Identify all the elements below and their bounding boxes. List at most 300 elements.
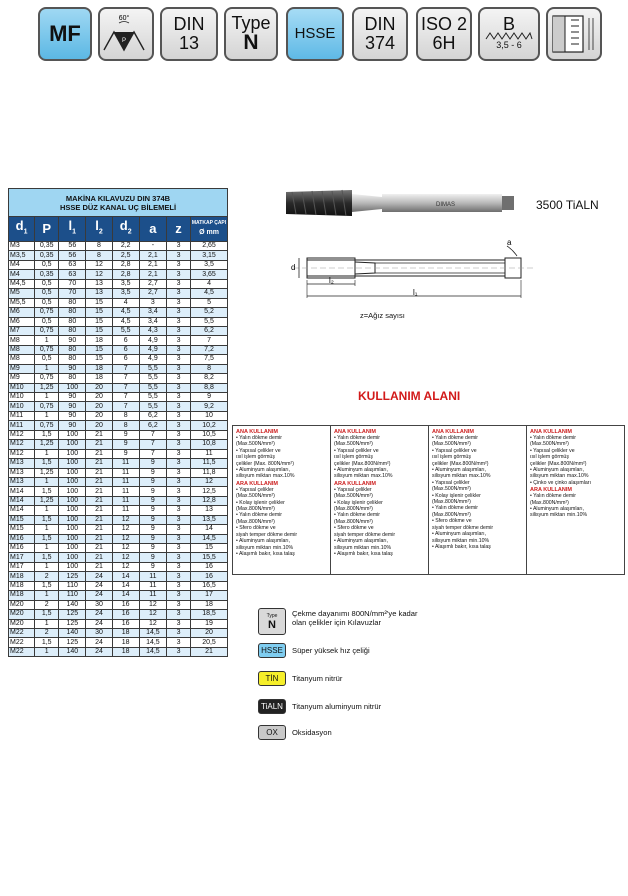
- usage-item: ısıl işlem görmüş: [334, 454, 373, 461]
- table-cell: 9: [139, 515, 166, 524]
- table-cell: 11: [112, 506, 139, 515]
- table-cell: 14: [112, 572, 139, 581]
- table-cell: 21: [86, 459, 112, 468]
- usage-item: • Aluminyum alaşımları,: [432, 531, 486, 538]
- table-cell: 9: [139, 496, 166, 505]
- table-cell: 12: [86, 270, 112, 279]
- table-cell: 12: [139, 619, 166, 628]
- table-cell: 3: [166, 298, 190, 307]
- table-cell: 100: [59, 544, 86, 553]
- legend-type-value: N: [268, 618, 276, 631]
- table-cell: 1: [35, 393, 59, 402]
- table-cell: 11: [112, 487, 139, 496]
- table-title-line2: HSSE DÜZ KANAL UÇ BİLEMELİ: [59, 202, 177, 212]
- table-cell: 1: [35, 336, 59, 345]
- table-cell: M3: [9, 242, 35, 251]
- table-cell: 16: [191, 562, 228, 571]
- table-cell: M14: [9, 496, 35, 505]
- usage-heading: ANA KULLANIM: [530, 429, 572, 435]
- table-cell: 9: [139, 534, 166, 543]
- table-cell: M4: [9, 260, 35, 269]
- table-cell: 16: [112, 619, 139, 628]
- table-cell: 56: [59, 251, 86, 260]
- table-cell: 9: [112, 440, 139, 449]
- table-cell: 8: [112, 421, 139, 430]
- usage-column-1: [233, 426, 331, 575]
- table-cell: 90: [59, 393, 86, 402]
- table-cell: 80: [59, 298, 86, 307]
- usage-item: • Yapısal çelikler ve: [334, 447, 379, 454]
- usage-item: ısıl işlem görmüş: [236, 454, 275, 461]
- table-cell: 100: [59, 440, 86, 449]
- table-cell: 18: [86, 364, 112, 373]
- table-cell: 18: [112, 638, 139, 647]
- tap-section-icon: [549, 10, 599, 58]
- table-cell: 7: [112, 364, 139, 373]
- table-cell: M16: [9, 544, 35, 553]
- table-cell: 2,65: [191, 242, 228, 251]
- table-cell: 12: [191, 477, 228, 486]
- col-l1: $l_1$: [59, 217, 86, 242]
- table-cell: 1: [35, 525, 59, 534]
- table-row: [9, 242, 228, 251]
- table-cell: 12: [112, 534, 139, 543]
- table-cell: 21: [86, 562, 112, 571]
- table-cell: 6,2: [139, 421, 166, 430]
- table-cell: 6,2: [139, 411, 166, 420]
- table-cell: 13: [191, 506, 228, 515]
- table-cell: 5: [191, 298, 228, 307]
- col-a: a: [139, 217, 166, 242]
- table-cell: 24: [86, 581, 112, 590]
- table-cell: 100: [59, 506, 86, 515]
- table-cell: 3: [166, 487, 190, 496]
- table-cell: 1,25: [35, 496, 59, 505]
- mf-badge: [38, 7, 92, 61]
- table-cell: 80: [59, 317, 86, 326]
- table-cell: 12: [112, 544, 139, 553]
- table-cell: 0,5: [35, 355, 59, 364]
- usage-item: • Alaşımlı bakır, kısa talaş: [432, 543, 491, 550]
- table-cell: 5,5: [139, 374, 166, 383]
- tool-drawing: [285, 236, 547, 300]
- table-cell: 0,75: [35, 374, 59, 383]
- table-cell: 100: [59, 383, 86, 392]
- table-cell: 3: [166, 440, 190, 449]
- table-cell: 7: [112, 393, 139, 402]
- table-cell: 3: [166, 430, 190, 439]
- table-row: [9, 393, 228, 402]
- table-cell: M6: [9, 308, 35, 317]
- table-cell: M14: [9, 506, 35, 515]
- din13-badge: [160, 7, 218, 61]
- din13-text: DIN 13: [173, 14, 205, 53]
- usage-heading: ANA KULLANIM: [432, 429, 474, 435]
- table-cell: M9: [9, 374, 35, 383]
- drill-label: MATKAP ÇAPI: [191, 220, 227, 226]
- table-cell: 15: [86, 308, 112, 317]
- table-cell: 0,75: [35, 345, 59, 354]
- thread-profile-icon: [100, 10, 152, 58]
- iso-line1: ISO 2: [420, 14, 468, 35]
- table-cell: M9: [9, 364, 35, 373]
- usage-item: • Alaşımlı bakır, kısa talaş: [334, 550, 393, 557]
- table-row: [9, 562, 228, 571]
- table-cell: 125: [59, 619, 86, 628]
- table-cell: 1,25: [35, 440, 59, 449]
- table-cell: 15: [191, 544, 228, 553]
- usage-item: çelikler (Max.800N/mm²): [530, 460, 587, 467]
- table-cell: 12: [112, 515, 139, 524]
- table-cell: 10: [191, 411, 228, 420]
- table-cell: 9: [139, 553, 166, 562]
- legend-text-hsse: Süper yüksek hız çeliği: [292, 646, 370, 655]
- usage-item: siyah temper dökme demir: [334, 531, 396, 538]
- table-cell: 7: [112, 402, 139, 411]
- table-cell: 3: [166, 364, 190, 373]
- table-cell: 21: [86, 515, 112, 524]
- col-drill: [191, 217, 228, 242]
- usage-item: siyah temper dökme demir: [236, 531, 298, 538]
- table-cell: 0,75: [35, 421, 59, 430]
- usage-item: • Kolay işlenir çelikler: [432, 492, 481, 499]
- usage-item: (Max.800N/mm²): [334, 506, 373, 513]
- table-cell: 13,5: [191, 515, 228, 524]
- table-cell: 21: [86, 496, 112, 505]
- table-cell: 80: [59, 345, 86, 354]
- drawing-label-a: a: [507, 238, 512, 247]
- table-cell: 3,65: [191, 270, 228, 279]
- table-cell: 56: [59, 242, 86, 251]
- usage-item: • Aluminyum alaşımları,: [530, 467, 584, 474]
- table-cell: M8: [9, 336, 35, 345]
- hsse-text: HSSE: [294, 25, 336, 43]
- table-cell: 3: [166, 581, 190, 590]
- table-row: [9, 421, 228, 430]
- chamfer-letter: B: [502, 14, 515, 35]
- usage-column-2: [331, 426, 429, 575]
- table-cell: 10,8: [191, 440, 228, 449]
- table-cell: M20: [9, 619, 35, 628]
- spec-body: [9, 242, 228, 657]
- table-cell: 1: [35, 619, 59, 628]
- table-cell: 30: [86, 600, 112, 609]
- table-cell: 100: [59, 496, 86, 505]
- pitch-label: P: [121, 38, 127, 44]
- usage-item: • Kolay işlenir çelikler: [236, 499, 285, 506]
- table-cell: M3,5: [9, 251, 35, 260]
- table-cell: 11,5: [191, 459, 228, 468]
- table-cell: 80: [59, 355, 86, 364]
- table-cell: 0,75: [35, 326, 59, 335]
- table-cell: 6,2: [191, 326, 228, 335]
- table-cell: 5,5: [139, 393, 166, 402]
- table-cell: 11,8: [191, 468, 228, 477]
- table-cell: 0,5: [35, 260, 59, 269]
- table-cell: 12: [112, 562, 139, 571]
- usage-item: • Sfero dökme ve: [334, 525, 374, 532]
- table-cell: 125: [59, 610, 86, 619]
- table-cell: 3: [166, 411, 190, 420]
- table-row: [9, 572, 228, 581]
- table-row: [9, 534, 228, 543]
- table-cell: M14: [9, 487, 35, 496]
- usage-heading: ARA KULLANIM: [236, 480, 278, 487]
- table-row: [9, 581, 228, 590]
- table-cell: 1,5: [35, 430, 59, 439]
- table-row: [9, 619, 228, 628]
- table-cell: M13: [9, 477, 35, 486]
- table-cell: 3: [139, 298, 166, 307]
- table-cell: M18: [9, 581, 35, 590]
- table-cell: 15,5: [191, 553, 228, 562]
- table-row: [9, 402, 228, 411]
- table-row: [9, 496, 228, 505]
- table-cell: 11: [139, 591, 166, 600]
- table-cell: M15: [9, 525, 35, 534]
- table-row: [9, 260, 228, 269]
- table-cell: M16: [9, 534, 35, 543]
- table-cell: 21: [86, 440, 112, 449]
- table-cell: 21: [86, 477, 112, 486]
- table-cell: 140: [59, 647, 86, 656]
- table-cell: 18: [191, 600, 228, 609]
- usage-item: • Yapısal çelikler ve: [530, 447, 575, 454]
- table-cell: 100: [59, 553, 86, 562]
- table-cell: 1,5: [35, 553, 59, 562]
- usage-item: • Çinko ve çinko alaşımları: [530, 479, 591, 486]
- table-cell: 13: [86, 279, 112, 288]
- table-cell: 3: [166, 544, 190, 553]
- table-cell: 9: [139, 459, 166, 468]
- table-cell: 3: [166, 279, 190, 288]
- table-row: [9, 326, 228, 335]
- table-cell: 11: [112, 468, 139, 477]
- table-cell: 3: [166, 562, 190, 571]
- usage-item: silisyum miktarı min.10%: [236, 544, 294, 551]
- table-cell: 8,2: [191, 374, 228, 383]
- table-cell: 8: [86, 242, 112, 251]
- table-cell: 10,2: [191, 421, 228, 430]
- col-p: P: [35, 217, 59, 242]
- usage-item: • Sfero dökme ve: [236, 525, 276, 532]
- legend-type-top: Type: [266, 612, 278, 619]
- usage-item: (Max.800N/mm²): [432, 511, 471, 518]
- table-cell: 9: [139, 562, 166, 571]
- mf-text: MF: [49, 21, 81, 47]
- chamfer-badge: [478, 7, 540, 61]
- table-cell: 90: [59, 336, 86, 345]
- usage-item: silisyum miktarı min.10%: [530, 512, 588, 519]
- table-cell: 11: [112, 477, 139, 486]
- legend-badge-tialn: TiALN: [258, 699, 286, 714]
- table-cell: 15: [86, 355, 112, 364]
- table-cell: 3: [166, 260, 190, 269]
- usage-item: • Yapısal çelikler ve: [432, 447, 477, 454]
- table-cell: 9: [112, 430, 139, 439]
- table-cell: 9,2: [191, 402, 228, 411]
- table-row: [9, 544, 228, 553]
- table-row: [9, 251, 228, 260]
- usage-item: • Yalın dökme demir: [334, 512, 381, 519]
- table-cell: 0,5: [35, 298, 59, 307]
- legend-badge-tin: TİN: [258, 671, 286, 686]
- table-cell: 6: [112, 345, 139, 354]
- table-cell: 11: [139, 581, 166, 590]
- table-cell: 3: [166, 477, 190, 486]
- table-cell: 7: [112, 374, 139, 383]
- usage-item: (Max.500N/mm²): [236, 441, 275, 448]
- table-title: [9, 189, 228, 217]
- table-cell: 18: [112, 628, 139, 637]
- table-cell: M12: [9, 440, 35, 449]
- table-cell: 3: [166, 638, 190, 647]
- table-cell: 100: [59, 430, 86, 439]
- table-cell: 18: [86, 336, 112, 345]
- table-cell: 1: [35, 591, 59, 600]
- table-cell: 80: [59, 374, 86, 383]
- table-cell: 30: [86, 628, 112, 637]
- table-cell: 100: [59, 468, 86, 477]
- legend-badge-ox: OX: [258, 725, 286, 740]
- table-row: [9, 449, 228, 458]
- table-cell: 7,2: [191, 345, 228, 354]
- table-cell: 2,1: [139, 251, 166, 260]
- table-cell: 2,7: [139, 289, 166, 298]
- table-cell: 1,5: [35, 487, 59, 496]
- usage-item: (Max.500N/mm²): [334, 493, 373, 500]
- table-cell: 1,5: [35, 515, 59, 524]
- table-cell: 3: [166, 289, 190, 298]
- table-cell: 70: [59, 289, 86, 298]
- table-cell: 1: [35, 544, 59, 553]
- table-cell: M5,5: [9, 298, 35, 307]
- table-cell: 3: [166, 506, 190, 515]
- col-l2: $l_2$: [86, 217, 112, 242]
- thread-angle-badge: [98, 7, 154, 61]
- table-cell: 7: [139, 440, 166, 449]
- table-cell: 24: [86, 619, 112, 628]
- table-cell: 1: [35, 449, 59, 458]
- table-cell: -: [139, 242, 166, 251]
- table-cell: 1,5: [35, 459, 59, 468]
- tool-photo: [262, 186, 532, 230]
- table-cell: 11: [191, 449, 228, 458]
- table-cell: 3: [166, 270, 190, 279]
- table-cell: 1,5: [35, 534, 59, 543]
- usage-item: (Max.800N/mm²): [236, 506, 275, 513]
- usage-item: (Max.500N/mm²): [334, 441, 373, 448]
- table-cell: 0,75: [35, 402, 59, 411]
- table-row: [9, 430, 228, 439]
- usage-item: • Aluminyum alaşımları,: [236, 538, 290, 545]
- table-cell: 20,5: [191, 638, 228, 647]
- table-cell: 7,5: [191, 355, 228, 364]
- usage-item: • Aluminyum alaşımları,: [334, 467, 388, 474]
- table-cell: M4,5: [9, 279, 35, 288]
- table-cell: 2,7: [139, 279, 166, 288]
- col-d2: $d_2$: [112, 217, 139, 242]
- table-cell: 100: [59, 562, 86, 571]
- table-cell: 21: [86, 544, 112, 553]
- table-cell: 6: [112, 355, 139, 364]
- table-cell: M18: [9, 591, 35, 600]
- table-cell: 24: [86, 638, 112, 647]
- table-cell: 9: [139, 544, 166, 553]
- usage-item: • Yalın dökme demir: [334, 435, 381, 441]
- usage-item: • Aluminyum alaşımları,: [334, 538, 388, 545]
- table-cell: 1,5: [35, 610, 59, 619]
- table-cell: 8: [86, 251, 112, 260]
- table-cell: 14,5: [139, 638, 166, 647]
- drawing-label-l2: l₂: [329, 276, 334, 285]
- table-cell: M10: [9, 402, 35, 411]
- table-cell: 3: [166, 421, 190, 430]
- table-row: [9, 477, 228, 486]
- table-cell: 4,3: [139, 326, 166, 335]
- drawing-label-l1: l₁: [413, 288, 418, 297]
- table-cell: 20: [86, 421, 112, 430]
- table-cell: 3: [166, 326, 190, 335]
- iso-badge: [416, 7, 472, 61]
- usage-item: ısıl işlem görmüş: [530, 454, 569, 461]
- table-cell: 20: [86, 402, 112, 411]
- table-cell: M5: [9, 289, 35, 298]
- table-row: [9, 515, 228, 524]
- table-row: [9, 638, 228, 647]
- table-cell: M15: [9, 515, 35, 524]
- table-cell: 21: [86, 525, 112, 534]
- usage-item: • Yalın dökme demir: [530, 493, 577, 500]
- z-caption: z=Ağız sayısı: [360, 311, 405, 320]
- table-cell: 9: [139, 477, 166, 486]
- usage-item: (Max.500N/mm²): [432, 486, 471, 493]
- legend-badge-hsse: HSSE: [258, 643, 286, 658]
- table-cell: 80: [59, 308, 86, 317]
- col-d1: $d_1$: [9, 217, 35, 242]
- legend-badge-type: [258, 608, 286, 635]
- table-cell: 5,5: [139, 364, 166, 373]
- table-cell: 3: [166, 383, 190, 392]
- table-cell: 2,5: [112, 251, 139, 260]
- table-cell: 2: [35, 628, 59, 637]
- table-cell: 9: [139, 506, 166, 515]
- din374-line1: DIN: [364, 14, 396, 35]
- table-cell: 12: [112, 525, 139, 534]
- table-cell: 8: [112, 411, 139, 420]
- table-cell: 4,5: [112, 317, 139, 326]
- table-cell: 4,5: [112, 308, 139, 317]
- table-cell: 100: [59, 525, 86, 534]
- table-cell: 18: [86, 374, 112, 383]
- table-cell: M4: [9, 270, 35, 279]
- table-cell: M12: [9, 449, 35, 458]
- usage-item: (Max.800N/mm²): [236, 518, 275, 525]
- usage-heading: ANA KULLANIM: [236, 429, 278, 435]
- usage-item: ısıl işlem görmüş: [432, 454, 471, 461]
- table-cell: 3: [166, 619, 190, 628]
- table-cell: 12: [86, 260, 112, 269]
- table-row: [9, 459, 228, 468]
- table-cell: 21: [86, 430, 112, 439]
- table-cell: 24: [86, 572, 112, 581]
- table-cell: 4: [112, 298, 139, 307]
- table-cell: 3: [166, 336, 190, 345]
- table-cell: 0,5: [35, 279, 59, 288]
- table-cell: 24: [86, 610, 112, 619]
- table-cell: 100: [59, 534, 86, 543]
- usage-item: silisyum miktarı min.10%: [334, 544, 392, 551]
